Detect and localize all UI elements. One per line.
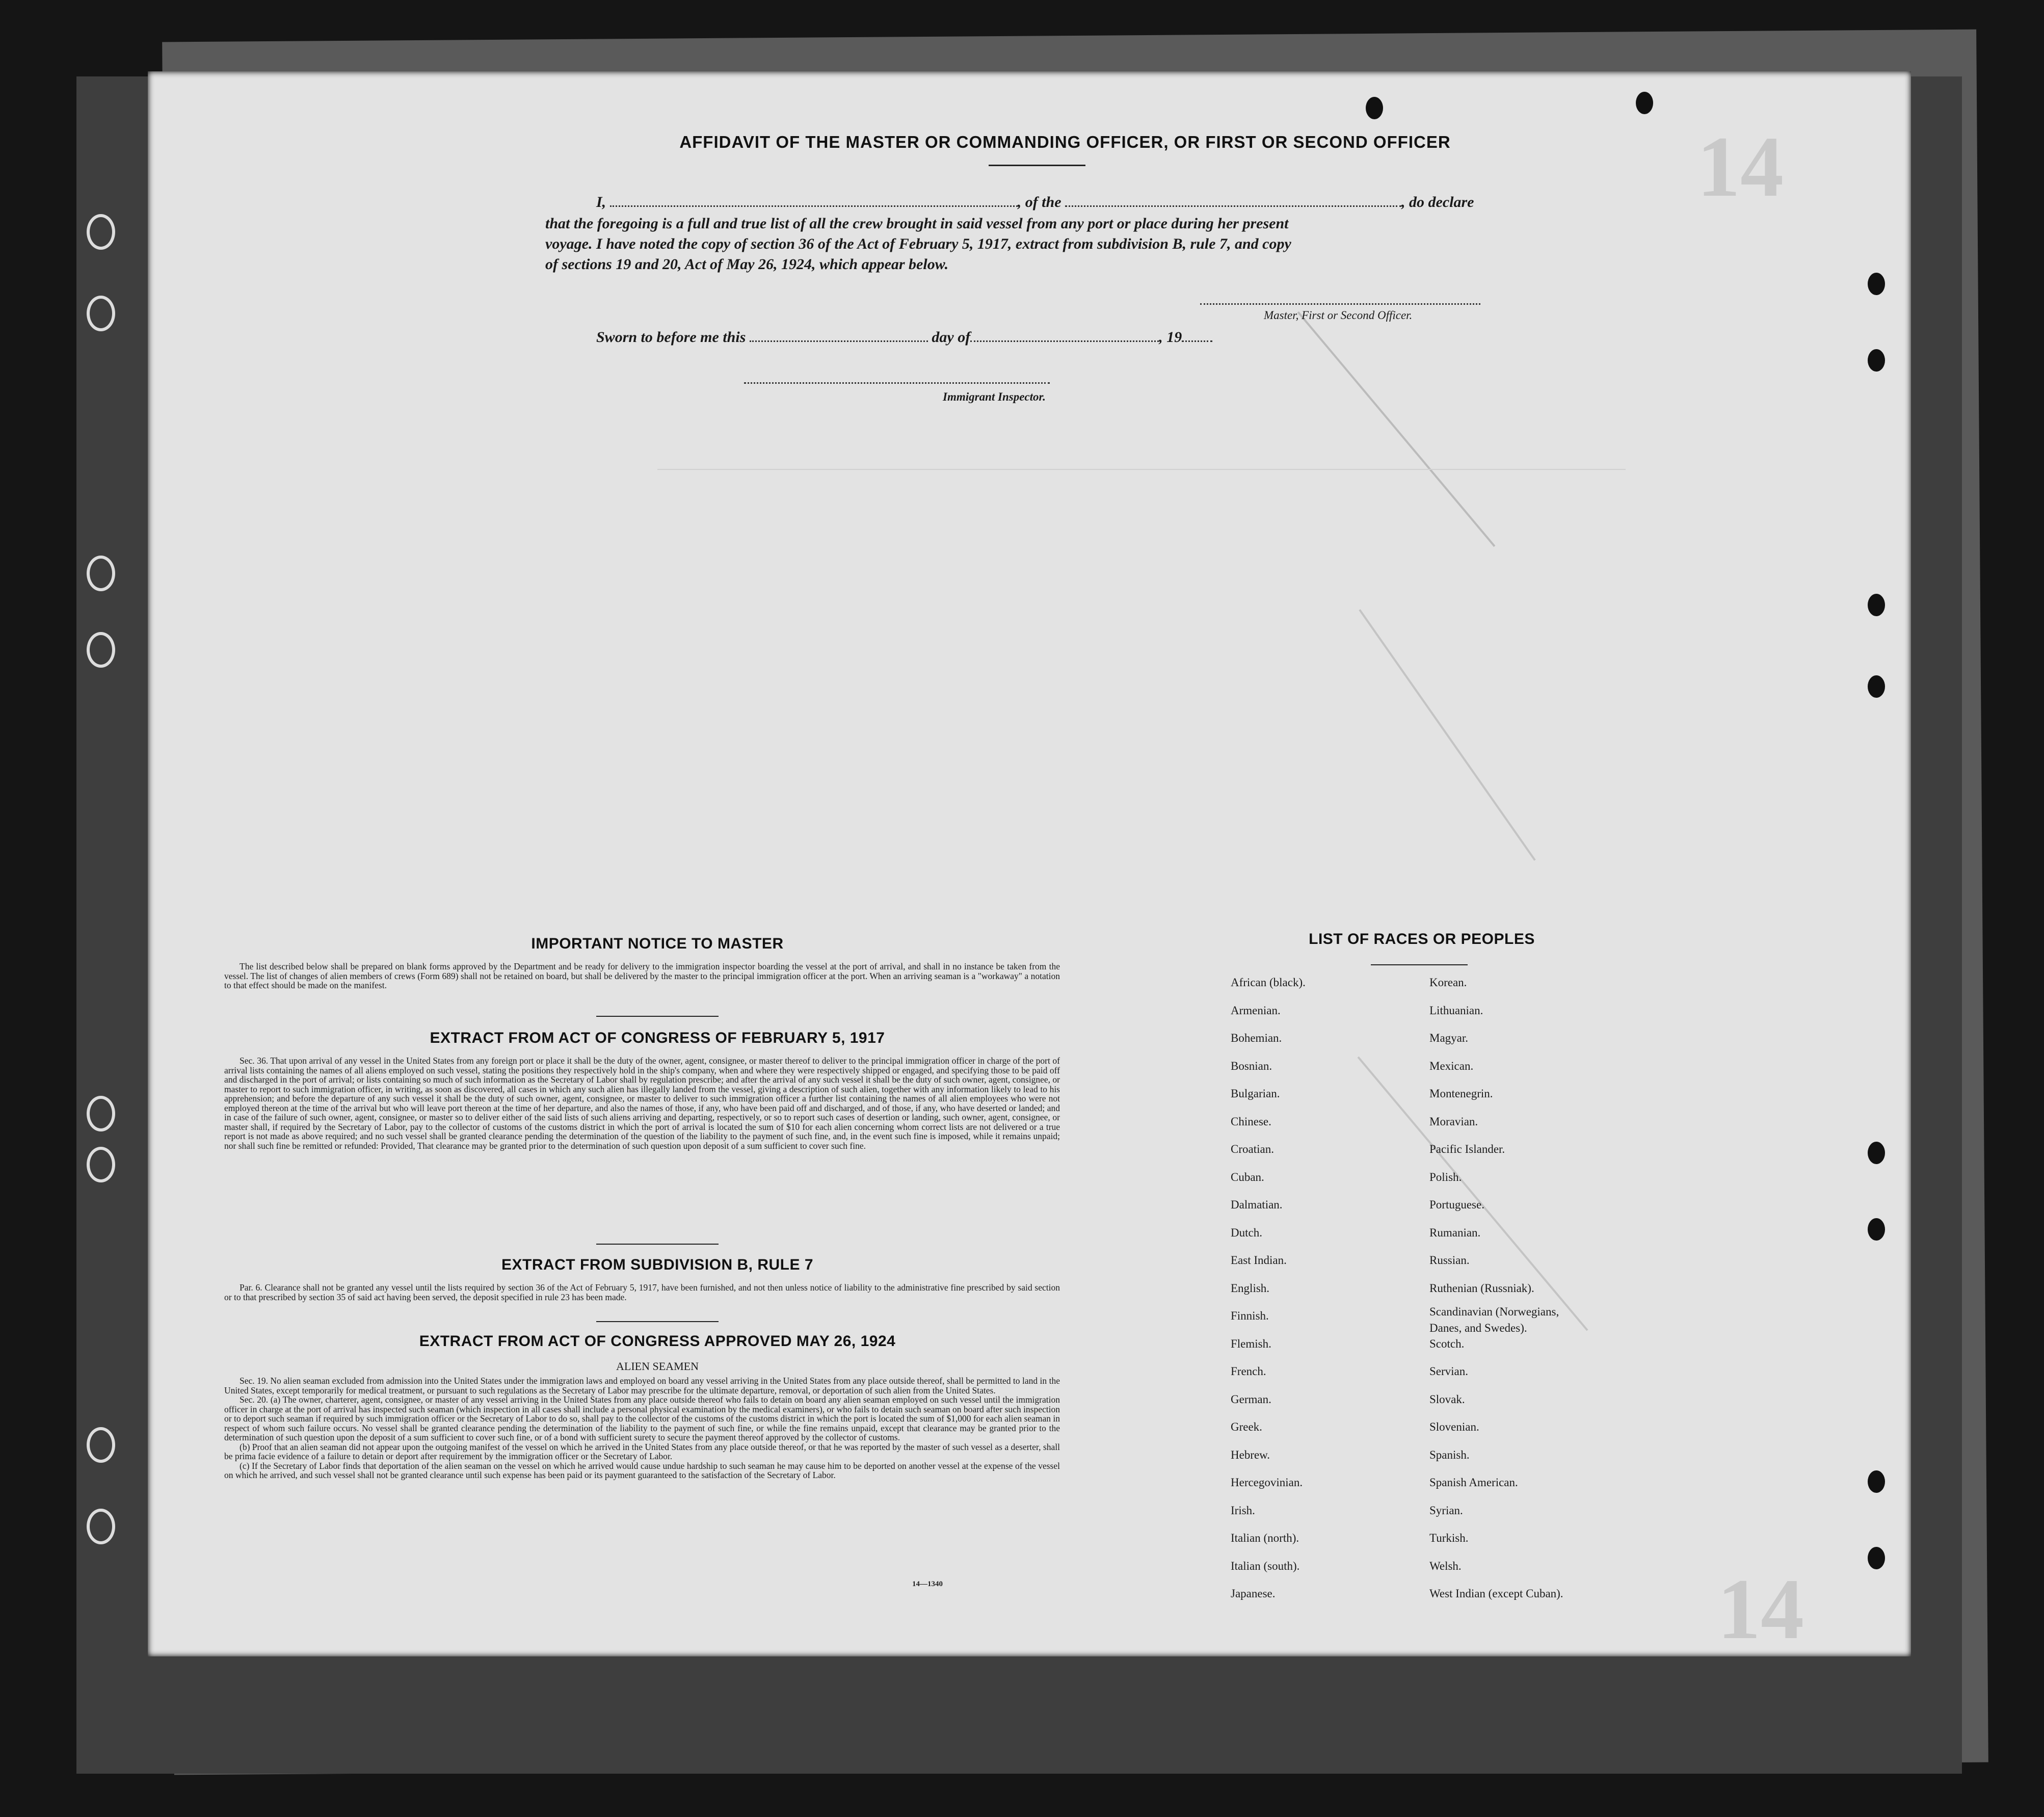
race-item: English. xyxy=(1231,1281,1270,1295)
punch-hole-icon xyxy=(1868,349,1885,372)
race-item: Japanese. xyxy=(1231,1587,1276,1600)
ring-icon xyxy=(87,1509,115,1544)
affidavit-line3: voyage. I have noted the copy of section 36 of the Act of February 5, 1917, extract from subdivision B, rule 7, and copy xyxy=(545,235,1291,252)
race-item: Lithuanian. xyxy=(1429,1004,1483,1017)
extract-1924-text xyxy=(224,1376,1060,1480)
punch-hole-icon xyxy=(1366,97,1383,119)
race-item: Chinese. xyxy=(1231,1115,1271,1128)
races-title: LIST OF RACES OR PEOPLES xyxy=(1309,931,1535,947)
form-number: 14—1340 xyxy=(912,1580,943,1588)
punch-hole-icon xyxy=(1868,273,1885,295)
master-caption: Master, First or Second Officer. xyxy=(1264,309,1413,322)
punch-hole-icon xyxy=(1636,92,1653,114)
declare-label: , do declare xyxy=(1401,194,1474,210)
punch-hole-icon xyxy=(1868,1218,1885,1241)
race-item: Croatian. xyxy=(1231,1143,1274,1155)
race-item: Pacific Islander. xyxy=(1429,1143,1505,1155)
master-signature-line[interactable] xyxy=(1200,303,1480,305)
inspector-signature-line[interactable] xyxy=(744,382,1050,384)
race-item: Moravian. xyxy=(1429,1115,1478,1128)
sworn-day-field[interactable] xyxy=(750,340,928,342)
race-item: Slovenian. xyxy=(1429,1420,1479,1433)
race-item: Portuguese. xyxy=(1429,1198,1484,1211)
title-divider xyxy=(989,165,1085,166)
notice-divider xyxy=(596,1016,719,1017)
ring-icon xyxy=(87,556,115,591)
punch-hole-icon xyxy=(1868,1470,1885,1493)
stamp-number-bottom: 14 xyxy=(1717,1561,1804,1656)
sec20b-paragraph: (b) Proof that an alien seaman did not appear upon the outgoing manifest of the vessel on which he arrived in the United States from any place outside thereof, or that he was reported by the master of such vessel as a deserter, shall be prima facie evidence of a failure to detain or deport after requirement by the immigration officer or the Secretary of Labor. xyxy=(224,1441,1060,1461)
notice-title: IMPORTANT NOTICE TO MASTER xyxy=(531,935,784,952)
race-item: Polish. xyxy=(1429,1170,1462,1183)
year-label: , 19 xyxy=(1159,329,1182,346)
race-item: Spanish American. xyxy=(1429,1476,1518,1489)
race-item: Hercegovinian. xyxy=(1231,1476,1303,1489)
ring-icon xyxy=(87,1147,115,1182)
race-item: Rumanian. xyxy=(1429,1226,1481,1239)
race-item: Greek. xyxy=(1231,1420,1262,1433)
sec20a-paragraph: Sec. 20. (a) The owner, charterer, agent, consignee, or master of any vessel arriving in the United States from any place outside thereof who fails to detain on board any alien seaman employed on such vessel until the immigration officer in charge at the port of arrival has inspected such seaman (which inspection in all cases shall include a personal physical examination by the medical examiners), or who fails to detain such seaman on board after such inspection or to deport such seaman if required by such immigration officer or the Secretary of Labor to do so, shall pay to the collector of the customs of the customs district in which the port is located the sum of $1,000 for each alien seaman in respect of whom such failure occurs. No vessel shall be granted clearance pending the determination of the liability to the payment of such fine, or while the fine remains unpaid, except that clearance may be granted prior to the determination of such question upon the deposit of a sum sufficient to cover such fine, or of a bond with sufficient surety to secure the payment thereof approved by the collector of customs. xyxy=(224,1394,1060,1442)
race-item: West Indian (except Cuban). xyxy=(1429,1587,1563,1600)
race-item: Spanish. xyxy=(1429,1448,1470,1461)
notice-text xyxy=(224,962,1060,990)
affidavit-line2: that the foregoing is a full and true list of all the crew brought in said vessel from any port or place during her present xyxy=(545,215,1289,232)
extract-1917-title: EXTRACT FROM ACT OF CONGRESS OF FEBRUARY 5, 1917 xyxy=(430,1030,885,1046)
sworn-label: Sworn to before me this xyxy=(596,329,746,346)
race-item: Dalmatian. xyxy=(1231,1198,1283,1211)
punch-hole-icon xyxy=(1868,1142,1885,1164)
ring-icon xyxy=(87,1096,115,1131)
ring-icon xyxy=(87,296,115,331)
race-item: Montenegrin. xyxy=(1429,1087,1493,1100)
race-item: Danes, and Swedes). xyxy=(1429,1322,1527,1334)
affidavit-line4: of sections 19 and 20, Act of May 26, 1924, which appear below. xyxy=(545,256,949,273)
of-the-label: , of the xyxy=(1017,194,1061,210)
race-item: Irish. xyxy=(1231,1504,1255,1517)
race-item: Welsh. xyxy=(1429,1559,1462,1572)
race-item: Cuban. xyxy=(1231,1170,1264,1183)
ring-icon xyxy=(87,1427,115,1463)
race-item: Ruthenian (Russniak). xyxy=(1429,1281,1534,1295)
sec20c-paragraph: (c) If the Secretary of Labor finds that deportation of the alien seaman on the vessel on which he arrived would cause undue hardship to such seaman he may cause him to be deported on another vessel at the expense of the vessel on which he arrived, and such vessel shall not be granted clearance until such expense has been paid or its payment guaranteed to the satisfaction of the Secretary of Labor. xyxy=(224,1460,1060,1480)
vessel-name-field[interactable] xyxy=(1065,205,1401,207)
stamp-number-top: 14 xyxy=(1697,119,1784,215)
sworn-month-field[interactable] xyxy=(970,340,1159,342)
race-item: Bohemian. xyxy=(1231,1032,1282,1044)
race-item: African (black). xyxy=(1231,976,1306,989)
extract-1917-divider xyxy=(596,1244,719,1245)
alien-seamen-subtitle: ALIEN SEAMEN xyxy=(616,1360,699,1373)
rule7-title: EXTRACT FROM SUBDIVISION B, RULE 7 xyxy=(501,1256,814,1273)
race-item: Italian (south). xyxy=(1231,1559,1300,1572)
sworn-line xyxy=(596,329,1212,346)
race-item: Scotch. xyxy=(1429,1337,1465,1350)
rule7-divider xyxy=(596,1321,719,1322)
extract-1917-paragraph: Sec. 36. That upon arrival of any vessel in the United States from any foreign port or place it shall be the duty of the owner, agent, consignee, or master thereof to deliver to the principal immigration officer in charge of the port of arrival lists containing the names of all aliens employed on such vessel, stating the positions they respectively hold in the ship's company, when and where they were respectively shipped or engaged, and specifying those to be paid off and discharged in the port of arrival; or lists containing so much of such information as the Secretary of Labor shall by regulation prescribe; and after the arrival of any such vessel it shall be the duty of such owner, agent, consignee, or master to report to such immigration officer, in writing, as soon as discovered, all cases in which any such alien has illegally landed from the vessel, giving a description of such alien, together with any information likely to lead to his apprehension; and before the departure of any such vessel it shall be the duty of such owner, agent, consignee, or master to deliver to such immigration officer a further list containing the names of all alien employees who were not employed thereon at the time of the arrival but who will leave port thereon at the time of her departure, and also the names of those, if any, who have been paid off and discharged, and of those, if any, who have deserted or landed; and in case of the failure of such owner, agent, consignee, or master so to deliver either of the said lists of such aliens arriving and departing, respectively, or so to report such cases of desertion or landing, such owner, agent, consignee, or master shall, if required by the Secretary of Labor, pay to the collector of customs of the customs district in which the port of arrival is located the sum of $10 for each alien concerning whom correct lists are not delivered or a true report is not made as above required; and no such vessel shall be granted clearance pending the determination of the question of the liability to the payment of such fine, and, in the event such fine is imposed, while it remains unpaid; nor shall such fine be remitted or refunded: Provided, That clearance may be granted prior to the determination of such question upon deposit of a sum sufficient to cover such fine. xyxy=(224,1056,1060,1151)
race-item: Bosnian. xyxy=(1231,1059,1272,1072)
ring-icon xyxy=(87,632,115,668)
race-item: East Indian. xyxy=(1231,1254,1287,1267)
race-item: French. xyxy=(1231,1365,1266,1378)
extract-1924-title: EXTRACT FROM ACT OF CONGRESS APPROVED MAY 26, 1924 xyxy=(419,1333,896,1350)
race-item: Scandinavian (Norwegians, xyxy=(1429,1305,1559,1318)
race-item: Korean. xyxy=(1429,976,1467,989)
affidavit-i-label: I, xyxy=(596,194,606,210)
rule7-text xyxy=(224,1283,1060,1302)
race-item: German. xyxy=(1231,1392,1271,1406)
race-item: Turkish. xyxy=(1429,1532,1469,1544)
race-item: Bulgarian. xyxy=(1231,1087,1280,1100)
inspector-caption: Immigrant Inspector. xyxy=(943,390,1046,403)
race-item: Italian (north). xyxy=(1231,1532,1299,1544)
rule7-paragraph: Par. 6. Clearance shall not be granted any vessel until the lists required by section 36 of the Act of February 5, 1917, have been furnished, and not then unless notice of liability to the administrative fine prescribed by said section or to that prescribed by section 35 of said act having been served, the deposit specified in rule 23 has been made. xyxy=(224,1282,1060,1302)
race-item: Magyar. xyxy=(1429,1032,1469,1044)
race-item: Hebrew. xyxy=(1231,1448,1270,1461)
affidavit-line1 xyxy=(596,194,1474,211)
punch-hole-icon xyxy=(1868,594,1885,616)
race-item: Armenian. xyxy=(1231,1004,1281,1017)
race-item: Russian. xyxy=(1429,1254,1470,1267)
race-item: Finnish. xyxy=(1231,1309,1269,1322)
race-item: Slovak. xyxy=(1429,1392,1465,1406)
punch-hole-icon xyxy=(1868,675,1885,698)
binder-rings xyxy=(87,214,117,1590)
sec19-paragraph: Sec. 19. No alien seaman excluded from admission into the United States under the immigration laws and employed on board any vessel arriving in the United States from any place outside thereof, shall be permitted to land in the United States, except temporarily for medical treatment, or pursuant to such regulations as the Secretary of Labor may prescribe for the ultimate departure, removal, or deportation of such alien from the United States. xyxy=(224,1376,1060,1395)
race-item: Mexican. xyxy=(1429,1059,1474,1072)
affidavit-title: AFFIDAVIT OF THE MASTER OR COMMANDING OFFICER, OR FIRST OR SECOND OFFICER xyxy=(679,133,1451,151)
races-divider xyxy=(1371,964,1468,965)
ring-icon xyxy=(87,214,115,250)
sworn-year-field[interactable] xyxy=(1182,340,1212,342)
extract-1917-text xyxy=(224,1056,1060,1150)
race-item: Servian. xyxy=(1429,1365,1469,1378)
form-page xyxy=(148,71,1911,1656)
race-item: Dutch. xyxy=(1231,1226,1262,1239)
punch-hole-icon xyxy=(1868,1547,1885,1569)
race-item: Flemish. xyxy=(1231,1337,1271,1350)
race-item: Syrian. xyxy=(1429,1504,1463,1517)
day-of-label: day of xyxy=(932,329,971,346)
declarant-name-field[interactable] xyxy=(610,205,1018,207)
notice-paragraph: The list described below shall be prepared on blank forms approved by the Department and be ready for delivery to the immigration inspector boarding the vessel at the port of arrival, and shall in no instance be taken from the vessel. The list of changes of alien members of crews (Form 689) shall not be retained on board, but shall be delivered by the master to the principal immigration officer at the port. When an arriving seaman is a "workaway" a notation to that effect should be made on the manifest. xyxy=(224,961,1060,990)
